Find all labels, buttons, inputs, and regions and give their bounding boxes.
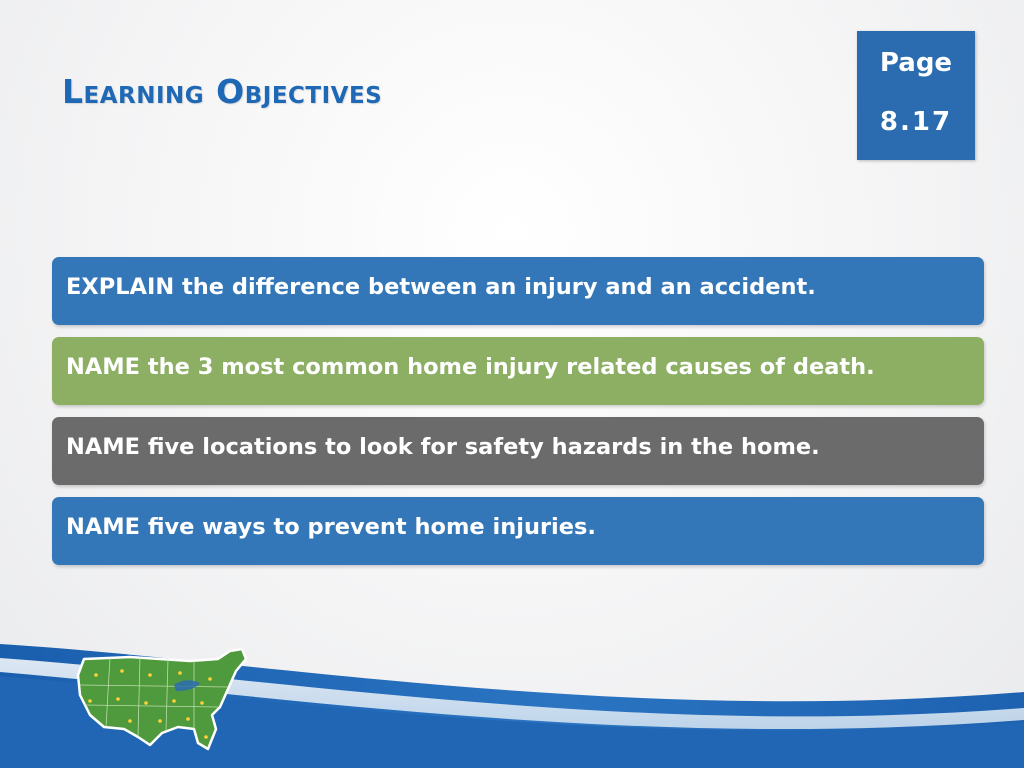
objective-text: EXPLAIN the difference between an injury and an accident. xyxy=(66,274,816,300)
objective-item xyxy=(52,257,984,325)
page-label: Page xyxy=(879,48,953,78)
objective-text: NAME five locations to look for safety hazards in the home. xyxy=(66,434,820,460)
objective-text: NAME the 3 most common home injury related causes of death. xyxy=(66,354,875,380)
us-map-icon xyxy=(70,645,250,755)
slide-title: Learning Objectives xyxy=(62,72,383,111)
objective-text: NAME five ways to prevent home injuries. xyxy=(66,514,596,540)
page-number: 8.17 xyxy=(879,107,953,137)
page-reference-box xyxy=(857,31,975,160)
objective-item xyxy=(52,417,984,485)
objective-item xyxy=(52,337,984,405)
objective-item xyxy=(52,497,984,565)
